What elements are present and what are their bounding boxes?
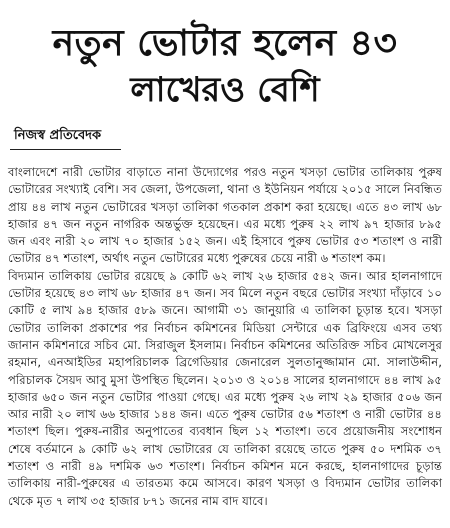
article-body <box>8 164 442 510</box>
article-paragraph: বিদ্যমান তালিকায় ভোটার রয়েছে ৯ কোটি ৬২ লাখ ২৬ হাজার ৫৪২ জন। আর হালনাগাদে ভোটার হয়েছে ৪৩ লাখ ৬৮ হাজার ৪৭ জন। সব মিলে নতুন বছরে ভোটার সংখ্যা দাঁড়াবে ১০ কোটি ৫ লাখ ৯৪ হাজার ৫৮৯ জনে। আগামী ৩১ জানুয়ারি এ তালিকা চূড়ান্ত হবে। খসড়া ভোটার তালিকা প্রকাশের পর নির্বাচন কমিশনের মিডিয়া সেন্টারে এক ব্রিফিংয়ে এসব তথ্য জানান কমিশনারে সচিব মো. সিরাজুল ইসলাম। নির্বাচন কমিশনের অতিরিক্ত সচিব মোখলেসুর রহমান, এনআইডির মহাপরিচালক ব্রিগেডিয়ার জেনারেল সুলতানুজ্জামান মো. সালাউদ্দীন, পরিচালক সৈয়দ আবু মুসা উপস্থিত ছিলেন। ২০১৩ ও ২০১৪ সালের হালনাগাদে ৪৪ লাখ ৯৫ হাজার ৬৫০ জন নতুন ভোটার পাওয়া গেছে। এর মধ্যে পুরুষ ২৬ লাখ ২৯ হাজার ৫০৬ জন আর নারী ২০ লাখ ৬৬ হাজার ১৪৪ জন। এতে পুরুষ ভোটার ৫৬ শতাংশ ও নারী ভোটার ৪৪ শতাংশ ছিল। পুরুষ-নারীর অনুপাতের ব্যবধান ছিল ১২ শতাংশ। তবে প্রয়োজনীয় সংশোধন শেষে বর্তমানে ৯ কোটি ৬২ লাখ ভোটারের যে তালিকা রয়েছে তাতে পুরুষ ৫০ দশমিক ৩৭ শতাংশ ও নারী ৪৯ দশমিক ৬৩ শতাংশ। নির্বাচন কমিশন মনে করছে, হালনাগাদের চূড়ান্ত তালিকায় নারী-পুরুষের এ তারতম্য কমে আসবে। কারণ খসড়া ও বিদ্যমান ভোটার তালিকা থেকে মৃত ৭ লাখ ৩৫ হাজার ৮৭১ জনের নাম বাদ যাবে। <box>8 268 442 508</box>
byline: নিজস্ব প্রতিবেদক <box>10 126 121 150</box>
headline-line-2: লাখেরও বেশি <box>130 70 320 110</box>
article-paragraph: বাংলাদেশে নারী ভোটার বাড়াতে নানা উদ্যোগের পরও নতুন খসড়া ভোটার তালিকায় পুরুষ ভোটারের সংখ্যাই বেশি। সব জেলা, উপজেলা, থানা ও ইউনিয়ন পর্যায়ে ২০১৫ সালে নিবন্ধিত প্রায় ৪৪ লাখ নতুন ভোটারের খসড়া তালিকা গতকাল প্রকাশ করা হয়েছে। এতে ৪৩ লাখ ৬৮ হাজার ৪৭ জন নতুন নাগরিক অন্তর্ভুক্ত হয়েছেন। এর মধ্যে পুরুষ ২২ লাখ ৯৭ হাজার ৮৯৫ জন এবং নারী ২০ লাখ ৭০ হাজার ১৫২ জন। এই হিসাবে পুরুষ ভোটার ৫৩ শতাংশ ও নারী ভোটার ৪৭ শতাংশ, অর্থাৎ নতুন ভোটারের মধ্যে পুরুষের চেয়ে নারী ৬ শতাংশ কম। <box>8 165 442 266</box>
byline-container <box>8 124 442 150</box>
headline <box>8 22 442 112</box>
headline-line-1: নতুন ভোটার হলেন ৪৩ <box>52 23 398 64</box>
